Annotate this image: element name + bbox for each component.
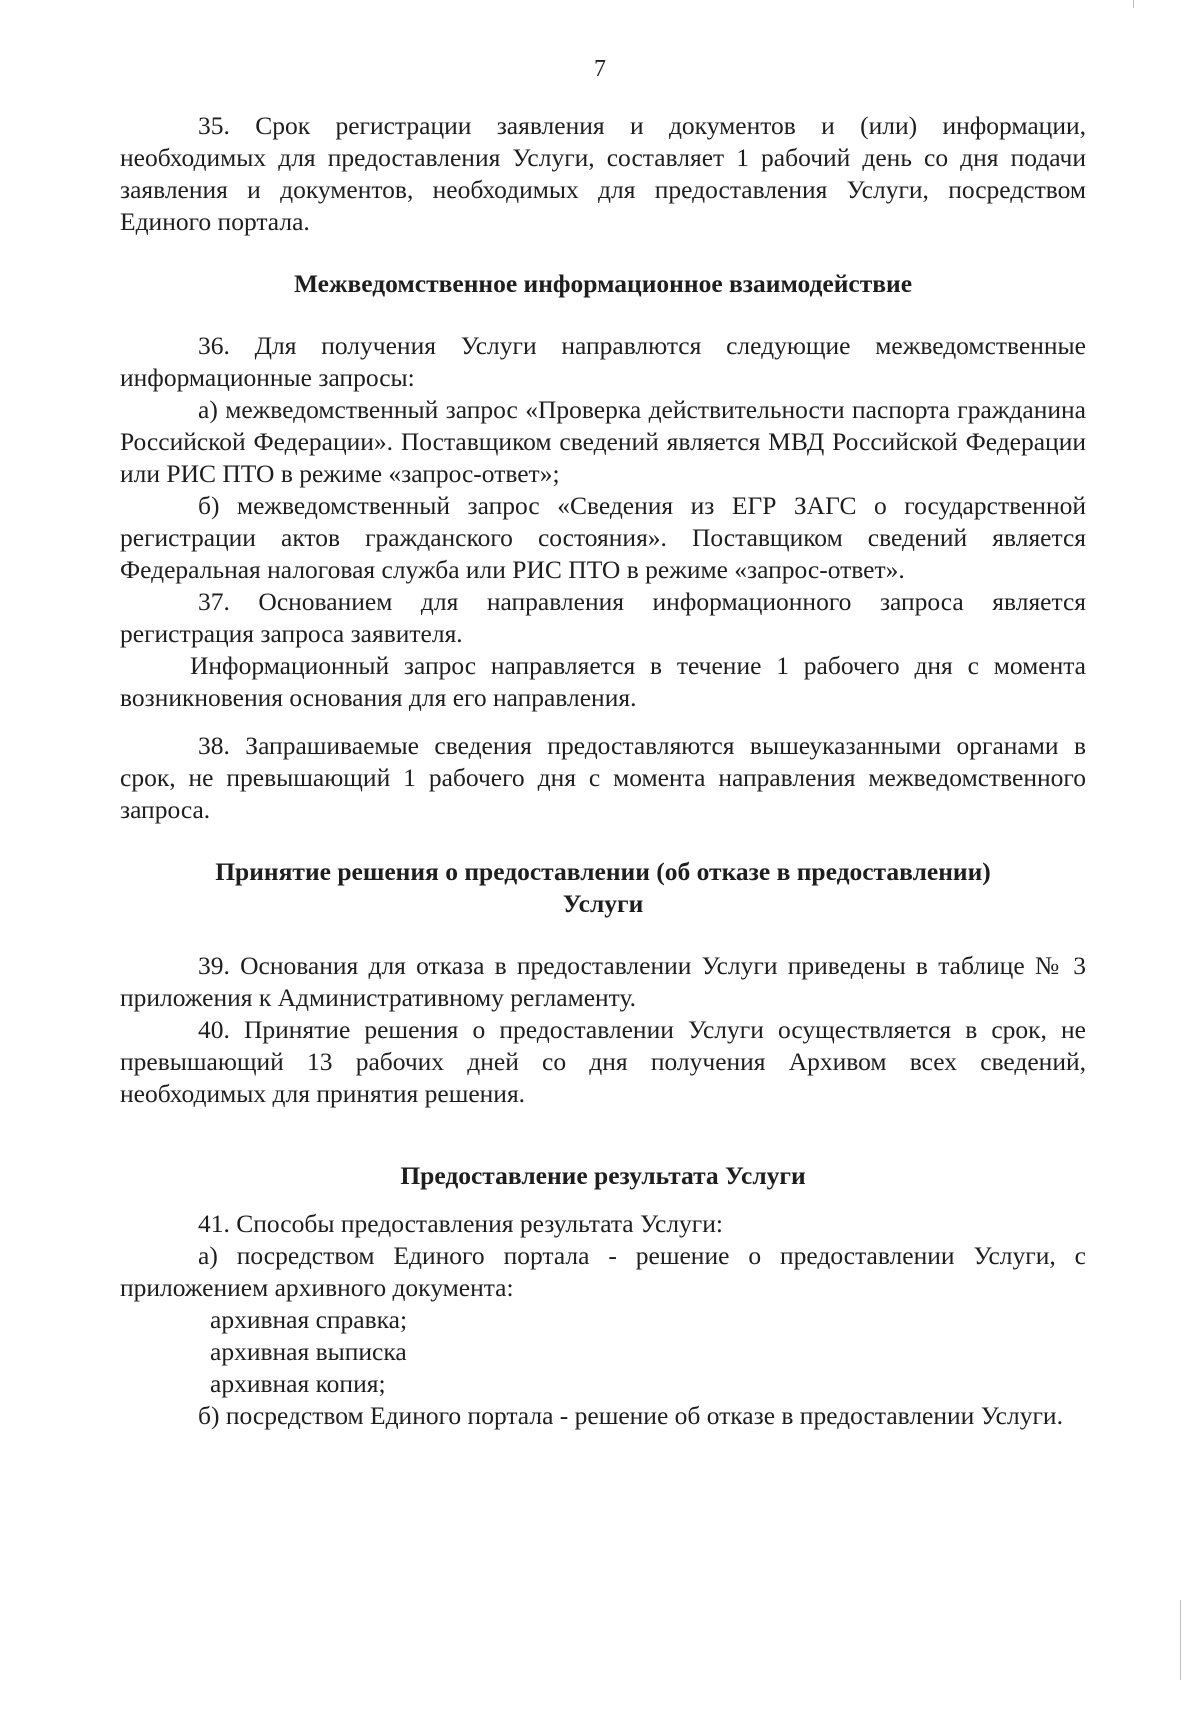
list-item: архивная выписка [210, 1337, 407, 1366]
document-body [120, 110, 1086, 1432]
paragraph-41-b: б) посредством Единого портала - решение об отказе в предоставлении Услуги. [198, 1401, 1063, 1430]
paragraph-36-a: а) межведомственный запрос «Проверка действительности паспорта гражданина Российской Федерации». Поставщиком сведений является МВД Российской Федерации или РИС ПТО в режиме «запрос-ответ»; [120, 395, 1086, 488]
paragraph-40: 40. Принятие решения о предоставлении Услуги осуществляется в срок, не превышающий 13 рабочих дней со дня получения Архивом всех сведений, необходимых для принятия решения. [120, 1015, 1086, 1108]
paragraph-36-b: б) межведомственный запрос «Сведения из ЕГР ЗАГС о государственной регистрации актов гражданского состояния». Поставщиком сведений является Федеральная налоговая служба или РИС ПТО в режиме «запрос-ответ». [120, 491, 1086, 584]
scan-artifact-bottom [1180, 1600, 1181, 1680]
heading-interagency-interaction: Межведомственное информационное взаимодействие [293, 269, 913, 298]
paragraph-37: 37. Основанием для направления информационного запроса является регистрация запроса заявителя. [120, 587, 1086, 648]
paragraph-41-a: а) посредством Единого портала - решение о предоставлении Услуги, с приложением архивного документа: [120, 1241, 1086, 1302]
paragraph-36: 36. Для получения Услуги направлются следующие межведомственные информационные запросы: [120, 331, 1086, 392]
heading-decision-line-1: Принятие решения о предоставлении (об отказе в предоставлении) [215, 857, 991, 886]
heading-result-provision: Предоставление результата Услуги [400, 1161, 806, 1190]
heading-decision [120, 856, 1086, 920]
scan-artifact-top [1133, 0, 1134, 8]
page-number: 7 [594, 56, 606, 82]
list-item: архивная копия; [210, 1369, 386, 1398]
paragraph-35: 35. Срок регистрации заявления и документов и (или) информации, необходимых для предоставления Услуги, составляет 1 рабочий день со дня подачи заявления и документов, необходимых для предоставления Услуги, посредством Единого портала. [120, 111, 1086, 236]
paragraph-39: 39. Основания для отказа в предоставлении Услуги приведены в таблице № 3 приложения к Административному регламенту. [120, 951, 1086, 1012]
paragraph-38: 38. Запрашиваемые сведения предоставляются вышеуказанными органами в срок, не превышающий 1 рабочего дня с момента направления межведомственного запроса. [120, 731, 1086, 824]
list-item: архивная справка; [210, 1305, 408, 1334]
heading-decision-line-2: Услуги [562, 889, 644, 918]
paragraph-41: 41. Способы предоставления результата Услуги: [198, 1209, 723, 1238]
paragraph-37-info-request: Информационный запрос направляется в течение 1 рабочего дня с момента возникновения основания для его направления. [120, 651, 1086, 712]
